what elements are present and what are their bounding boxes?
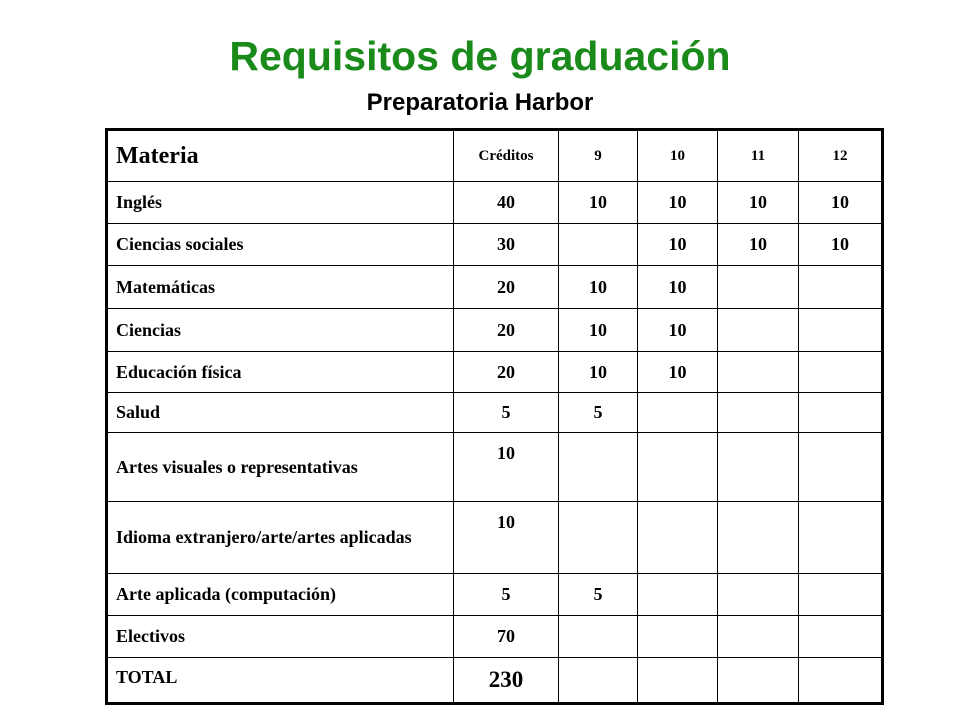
cell-credits: 5 <box>454 574 559 616</box>
cell-grade-10: 10 <box>638 224 718 266</box>
graduation-requirements-table <box>105 128 884 705</box>
cell-subject: Electivos <box>107 616 454 658</box>
cell-grade-12 <box>799 266 883 309</box>
header-grade-11: 11 <box>718 130 799 182</box>
cell-grade-11 <box>718 616 799 658</box>
cell-subject-total: TOTAL <box>107 658 454 704</box>
cell-grade-9: 5 <box>559 574 638 616</box>
cell-grade-9: 10 <box>559 352 638 393</box>
cell-grade-10 <box>638 574 718 616</box>
table-row <box>107 574 883 616</box>
cell-credits: 20 <box>454 309 559 352</box>
table-row <box>107 352 883 393</box>
cell-grade-12 <box>799 433 883 502</box>
header-grade-12: 12 <box>799 130 883 182</box>
header-creditos: Créditos <box>454 130 559 182</box>
cell-grade-11 <box>718 352 799 393</box>
table-row <box>107 502 883 574</box>
cell-grade-9 <box>559 502 638 574</box>
cell-grade-11 <box>718 433 799 502</box>
cell-grade-10: 10 <box>638 182 718 224</box>
table-row <box>107 309 883 352</box>
cell-subject: Educación física <box>107 352 454 393</box>
header-materia: Materia <box>107 130 454 182</box>
cell-grade-9: 10 <box>559 182 638 224</box>
cell-credits: 30 <box>454 224 559 266</box>
table-row <box>107 616 883 658</box>
cell-subject: Salud <box>107 393 454 433</box>
cell-grade-11 <box>718 502 799 574</box>
cell-grade-12 <box>799 574 883 616</box>
cell-grade-11: 10 <box>718 224 799 266</box>
cell-credits: 20 <box>454 352 559 393</box>
cell-subject: Artes visuales o representativas <box>107 433 454 502</box>
cell-subject: Ciencias <box>107 309 454 352</box>
cell-credits: 5 <box>454 393 559 433</box>
cell-credits-total: 230 <box>454 658 559 704</box>
cell-grade-9 <box>559 616 638 658</box>
cell-grade-9: 10 <box>559 309 638 352</box>
cell-grade-11: 10 <box>718 182 799 224</box>
cell-credits: 40 <box>454 182 559 224</box>
cell-grade-11 <box>718 266 799 309</box>
cell-grade-10 <box>638 616 718 658</box>
page-title: Requisitos de graduación <box>229 33 731 79</box>
header-grade-9: 9 <box>559 130 638 182</box>
cell-subject: Ciencias sociales <box>107 224 454 266</box>
cell-subject: Arte aplicada (computación) <box>107 574 454 616</box>
table-row <box>107 393 883 433</box>
cell-grade-12 <box>799 352 883 393</box>
table-row <box>107 224 883 266</box>
cell-grade-10 <box>638 658 718 704</box>
cell-grade-12 <box>799 502 883 574</box>
cell-grade-9 <box>559 658 638 704</box>
table-header-row <box>107 130 883 182</box>
cell-grade-9 <box>559 433 638 502</box>
table-row <box>107 266 883 309</box>
cell-grade-10: 10 <box>638 352 718 393</box>
cell-credits: 20 <box>454 266 559 309</box>
cell-grade-10: 10 <box>638 309 718 352</box>
cell-grade-11 <box>718 393 799 433</box>
table-row <box>107 182 883 224</box>
cell-grade-12 <box>799 393 883 433</box>
cell-credits: 70 <box>454 616 559 658</box>
cell-grade-11 <box>718 658 799 704</box>
table-total-row <box>107 658 883 704</box>
cell-grade-10 <box>638 433 718 502</box>
cell-grade-9: 5 <box>559 393 638 433</box>
page-subtitle: Preparatoria Harbor <box>366 89 594 116</box>
cell-subject: Inglés <box>107 182 454 224</box>
cell-grade-9: 10 <box>559 266 638 309</box>
cell-subject: Matemáticas <box>107 266 454 309</box>
header-grade-10: 10 <box>638 130 718 182</box>
cell-grade-10 <box>638 393 718 433</box>
cell-subject: Idioma extranjero/arte/artes aplicadas <box>107 502 454 574</box>
cell-grade-11 <box>718 574 799 616</box>
cell-grade-9 <box>559 224 638 266</box>
cell-credits: 10 <box>454 502 559 574</box>
cell-grade-10 <box>638 502 718 574</box>
cell-grade-12 <box>799 309 883 352</box>
cell-grade-12: 10 <box>799 182 883 224</box>
cell-credits: 10 <box>454 433 559 502</box>
cell-grade-11 <box>718 309 799 352</box>
cell-grade-10: 10 <box>638 266 718 309</box>
table-row <box>107 433 883 502</box>
cell-grade-12: 10 <box>799 224 883 266</box>
cell-grade-12 <box>799 658 883 704</box>
cell-grade-12 <box>799 616 883 658</box>
